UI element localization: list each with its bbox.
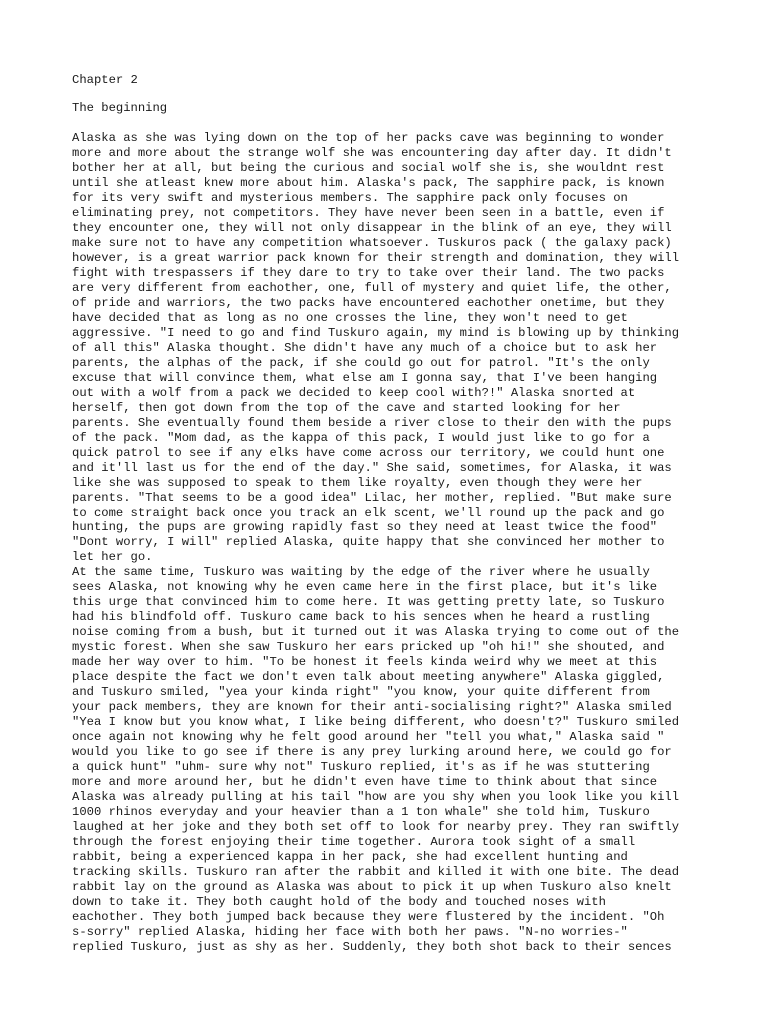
body-line: herself, then got down from the top of the cave and started looking for her xyxy=(72,400,621,415)
body-line: a quick hunt" "uhm- sure why not" Tuskuro replied, it's as if he was stuttering xyxy=(72,760,650,775)
body-line: this urge that convinced him to come here. It was getting pretty late, so Tuskuro xyxy=(72,595,665,610)
body-line: they encounter one, they will not only disappear in the blink of an eye, they will xyxy=(72,220,672,235)
body-line: noise coming from a bush, but it turned out it was Alaska trying to come out of the xyxy=(72,625,680,640)
body-line: At the same time, Tuskuro was waiting by the edge of the river where he usually xyxy=(72,565,650,580)
body-line: and Tuskuro smiled, "yea your kinda right" "you know, your quite different from xyxy=(72,685,650,700)
body-line: rabbit lay on the ground as Alaska was about to pick it up when Tuskuro also knelt xyxy=(72,880,672,894)
body-line: out with a wolf from a pack we decided to keep cool with?!" Alaska snorted at xyxy=(72,385,636,400)
body-line: Alaska was already pulling at his tail "how are you shy when you look like you kill xyxy=(72,790,680,805)
body-line: mystic forest. When she saw Tuskuro her ears pricked up "oh hi!" she shouted, and xyxy=(72,640,665,655)
body-line: would you like to go see if there is any prey lurking around here, we could go for xyxy=(72,745,672,760)
body-line: "Dont worry, I will" replied Alaska, quite happy that she convinced her mother to xyxy=(72,535,665,550)
body-line: more and more around her, but he didn't even have time to think about that since xyxy=(72,775,658,790)
body-line: through the forest enjoying their time together. Aurora took sight of a small xyxy=(72,835,636,850)
body-line: rabbit, being a experienced kappa in her pack, she had excellent hunting and xyxy=(72,850,628,865)
body-line: "Yea I know but you know what, I like being different, who doesn't?" Tuskuro smiled xyxy=(72,715,680,730)
body-line: of the pack. "Mom dad, as the kappa of this pack, I would just like to go for a xyxy=(72,430,650,445)
body-line: parents. "That seems to be a good idea" Lilac, her mother, replied. "But make sure xyxy=(72,490,672,505)
body-line: your pack members, they are known for their anti-socialising right?" Alaska smiled xyxy=(72,700,672,715)
body-line: make sure not to have any competition whatsoever. Tuskuros pack ( the galaxy pack) xyxy=(72,235,672,250)
body-line: tracking skills. Tuskuro ran after the rabbit and killed it with one bite. The dead xyxy=(72,865,680,880)
body-line: eliminating prey, not competitors. They have never been seen in a battle, even if xyxy=(72,205,665,220)
body-line: however, is a great warrior pack known for their strength and domination, they will xyxy=(72,250,680,265)
body-line: until she atleast knew more about him. Alaska's pack, The sapphire pack, is known xyxy=(72,175,665,190)
body-line: replied Tuskuro, just as shy as her. Suddenly, they both shot back to their sences xyxy=(72,939,672,954)
body-line: hunting, the pups are growing rapidly fast so they need at least twice the food" xyxy=(72,520,658,535)
body-line: fight with trespassers if they dare to try to take over their land. The two packs xyxy=(72,265,665,280)
body-line: 1000 rhinos everyday and your heavier than a 1 ton whale" she told him, Tuskuro xyxy=(72,805,650,820)
body-line: quick patrol to see if any elks have come across our territory, we could hunt one xyxy=(72,445,665,460)
body-line: aggressive. "I need to go and find Tuskuro again, my mind is blowing up by thinking xyxy=(72,325,680,340)
body-line: down to take it. They both caught hold of the body and touched noses with xyxy=(72,894,606,909)
body-line: bother her at all, but being the curious and social wolf she is, she wouldnt rest xyxy=(72,160,665,175)
chapter-label: Chapter 2 xyxy=(72,73,138,87)
body-line: Alaska as she was lying down on the top of her packs cave was beginning to wonder xyxy=(72,131,665,145)
body-line: to come straight back once you track an elk scent, we'll round up the pack and go xyxy=(72,505,665,520)
body-line: of pride and warriors, the two packs have encountered eachother onetime, but they xyxy=(72,295,665,310)
body-line: and it'll last us for the end of the day." She said, sometimes, for Alaska, it was xyxy=(72,460,672,475)
body-line: excuse that will convince them, what else am I gonna say, that I've been hanging xyxy=(72,370,658,385)
body-line: laughed at her joke and they both set off to look for nearby prey. They ran swiftly xyxy=(72,820,680,835)
body-line: once again not knowing why he felt good around her "tell you what," Alaska said " xyxy=(72,730,665,745)
body-line: had his blindfold off. Tuskuro came back to his sences when he heard a rustling xyxy=(72,610,650,625)
body-line: more and more about the strange wolf she was encountering day after day. It didn't xyxy=(72,145,672,160)
section-title: The beginning xyxy=(72,101,168,115)
body-line: for its very swift and mysterious members. The sapphire pack only focuses on xyxy=(72,190,628,205)
body-line: parents, the alphas of the pack, if she could go out for patrol. "It's the only xyxy=(72,355,650,370)
body-line: made her way over to him. "To be honest it feels kinda weird why we meet at this xyxy=(72,655,658,670)
body-line: parents. She eventually found them beside a river close to their den with the pups xyxy=(72,415,672,430)
body-line: of all this" Alaska thought. She didn't have any much of a choice but to ask her xyxy=(72,340,658,355)
body-line: place despite the fact we don't even talk about meeting anywhere" Alaska giggled, xyxy=(72,670,665,685)
body-line: have decided that as long as no one crosses the line, they won't need to get xyxy=(72,310,628,325)
body-line: like she was supposed to speak to them like royalty, even though they were her xyxy=(72,475,643,490)
body-line: are very different from eachother, one, full of mystery and quiet life, the other, xyxy=(72,280,672,295)
body-line: sees Alaska, not knowing why he even came here in the first place, but it's like xyxy=(72,580,658,595)
body-line: let her go. xyxy=(72,550,153,565)
body-line: s-sorry" replied Alaska, hiding her face with both her paws. "N-no worries-" xyxy=(72,924,628,939)
body-line: eachother. They both jumped back because they were flustered by the incident. "Oh xyxy=(72,909,665,924)
